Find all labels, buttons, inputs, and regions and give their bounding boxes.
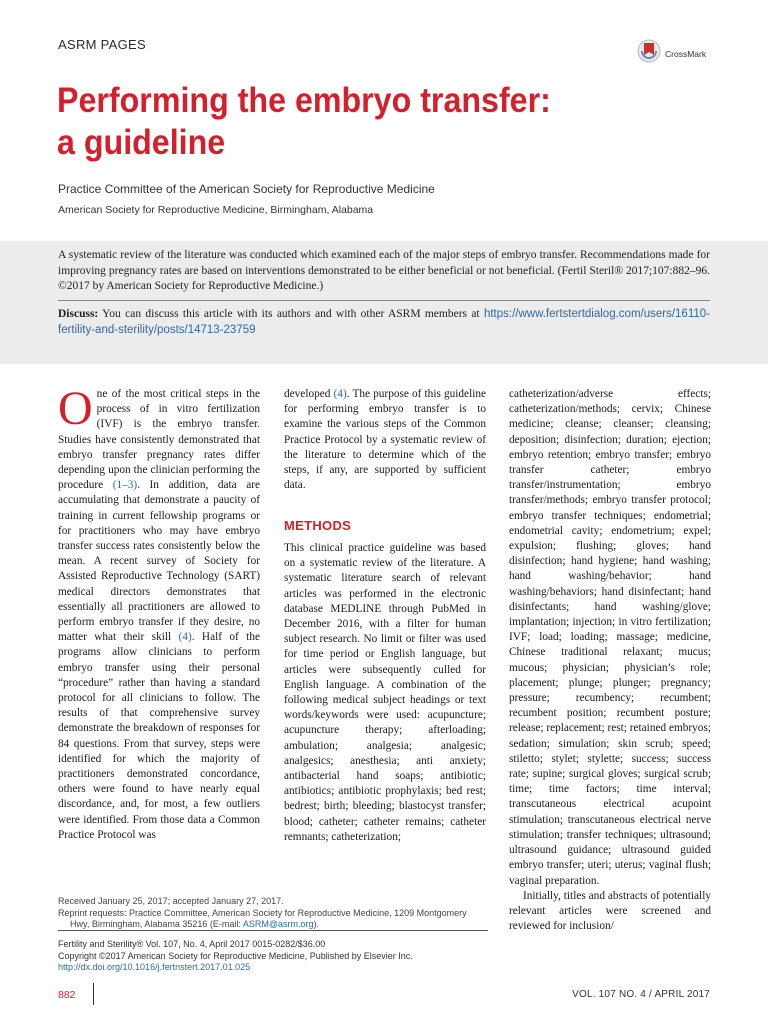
methods-heading: METHODS <box>284 518 352 533</box>
title-line-1: Performing the embryo transfer: <box>57 81 551 120</box>
authors: Practice Committee of the American Society for Reproductive Medicine <box>58 182 435 196</box>
received-note <box>58 896 488 931</box>
crossmark-icon <box>637 38 661 69</box>
citation-link[interactable]: (1–3) <box>112 479 138 492</box>
purpose-text-2: . The purpose of this guideline for performing embryo transfer is to examine the various steps of the Common Practice Protocol by a systematic review of the literature to determine which of the steps, if any, are supported by sufficient data. <box>284 388 487 492</box>
intro-text-2: . In addition, data are accumulating that demonstrate a paucity of training in current fellowship programs or for practitioners who may have embryo transfer success rates consistently below the mean. A recent survey of Society for Assisted Reproductive Technology (SART) medical directors demonstrates that essentially all practitioners are allowed to perform embryo transfer if they desire, no matter what their skill <box>58 479 260 644</box>
discuss-link[interactable]: https://www.fertstertdialog.com/users/16110-fertility-and-sterility/posts/14713-23759 <box>58 308 710 336</box>
crossmark-label: CrossMark <box>665 48 707 59</box>
screening-text: Initially, titles and abstracts of potentially relevant articles were screened and reviewed for inclusion/ <box>509 889 711 933</box>
page-number: 882 <box>58 989 76 1001</box>
title-line-2: a guideline <box>57 123 226 162</box>
footnote-divider <box>58 930 488 931</box>
methods-text: This clinical practice guideline was based on a systematic review of the literature. A systematic literature search of relevant articles was performed in the electronic database MEDLINE through PubMed in December 2016, with a filter for human subject research. No limit or filter was used for time period or English language, but articles were subsequently culled for English language. A combination of the following medical subject headings or text words/keywords were used: acupuncture; acupuncture therapy; afterloading; ambulation; analgesia; analgesic; analgesics; anesthesia; anti anxiety; antibacterial hand soaps; antibiotic; antibiotics; antibiotic prophylaxis; bed rest; bedrest; birth; bleeding; blastocyst transfer; blood; catheter; catheter remains; catheter remnants; catheterization; <box>284 542 486 843</box>
issue-info: VOL. 107 NO. 4 / APRIL 2017 <box>572 989 710 1000</box>
abstract-divider <box>58 300 710 301</box>
drop-cap: O <box>58 382 93 435</box>
crossmark-badge[interactable] <box>637 38 706 69</box>
intro-text: ne of the most critical steps in the process of in vitro fertilization (IVF) is the embryo transfer. Studies have consistently demonstrated that embryo transfer pregnancy rates differ depending upon the clinician performing the procedure <box>58 388 260 492</box>
email-link[interactable]: ASRM@asrm.org <box>242 919 314 929</box>
received-dates: Received January 25, 2017; accepted January 27, 2017. <box>58 896 284 906</box>
section-label: ASRM PAGES <box>58 37 147 52</box>
copyright: Copyright ©2017 American Society for Reproductive Medicine, Published by Elsevier Inc. <box>58 950 413 961</box>
citation-link[interactable]: (4) <box>333 388 347 400</box>
discuss-label: Discuss: <box>58 308 99 320</box>
citation-link[interactable]: (4) <box>178 631 192 644</box>
body-column-2 <box>284 387 486 493</box>
discuss-text: You can discuss this article with its authors and with other ASRM members at <box>98 308 484 320</box>
body-column-1 <box>58 382 260 843</box>
keywords-text: catheterization/adverse effects; catheterization/methods; cervix; Chinese medicine; cleanse; cleanser; cleansing; deposition; disinfection; duration; ejection; embryo retention; embryo transfer; embryo transfer catheter; embryo transfer/instrumentation; embryo transfer/methods; embryo transfer protocol; embryo transfer techniques; endometrial; endometrial cavity; endometrium; expel; expulsion; flushing; gloves; hand disinfection; hand hygiene; hand washing; hand washing/behavior; hand washing/behaviors; hand disinfectant; hand disinfectants; hand washing/glove; implantation; injection; in vitro fertilization; IVF; load; loading; massage; medicine, Chinese traditional relaxant; mucus; mucous; physician; physician’s role; placement; plunge; plunger; pregnancy; pressure; recumbency; recumbent; recumbent position; recumbent posture; release; replacement; rest; retained embryos; sedation; simulation; skin scrub; speed; stiletto; stylet; stylette; success; success rate; supine; surgical gloves; surgical scrub; time; time factors; time interval; transcutaneous electrical acupoint stimulation; transcutaneous electrical nerve stimulation; transfer techniques; ultrasound; ultrasound guidance; ultrasound guided embryo transfer; uteri; uterus; vaginal flush; vaginal preparation. <box>509 388 711 887</box>
footer-divider <box>93 983 94 1005</box>
reprint-requests: Reprint requests: Practice Committee, American Society for Reproductive Medicine, 1209 Montgomery Hwy, Birmingham, Alabama 35216 (E-mail: ASRM@asrm.org). <box>58 907 467 929</box>
purpose-text: developed <box>284 388 334 400</box>
journal-citation: Fertility and Sterility® Vol. 107, No. 4, April 2017 0015-0282/$36.00 <box>58 939 326 949</box>
affiliation: American Society for Reproductive Medicine, Birmingham, Alabama <box>58 204 374 216</box>
article-title <box>57 80 646 164</box>
discuss-paragraph <box>58 307 710 338</box>
doi-link[interactable]: http://dx.doi.org/10.1016/j.fertnstert.2017.01.025 <box>58 962 251 972</box>
intro-text-3: . Half of the programs allow clinicians to perform embryo transfer using their personal “procedure” rather than having a standard protocol for all clinicians to follow. The results of that comprehensive survey demonstrate the breakdown of responses for 84 questions. From that survey, steps were identified for which the majority of practitioners demonstrated concordance, others were found to have nearly equal discordance, and, for most, a few outliers were identified. From those data a Common Practice Protocol was <box>58 631 260 841</box>
body-column-3 <box>509 387 711 934</box>
journal-info <box>58 939 488 974</box>
abstract-text: A systematic review of the literature was conducted which examined each of the major steps of embryo transfer. Recommendations made for improving pregnancy rates are based on interventions demonstrated to be either beneficial or not beneficial. (Fertil Steril® 2017;107:882–96. ©2017 by American Society for Reproductive Medicine.) <box>58 249 710 292</box>
